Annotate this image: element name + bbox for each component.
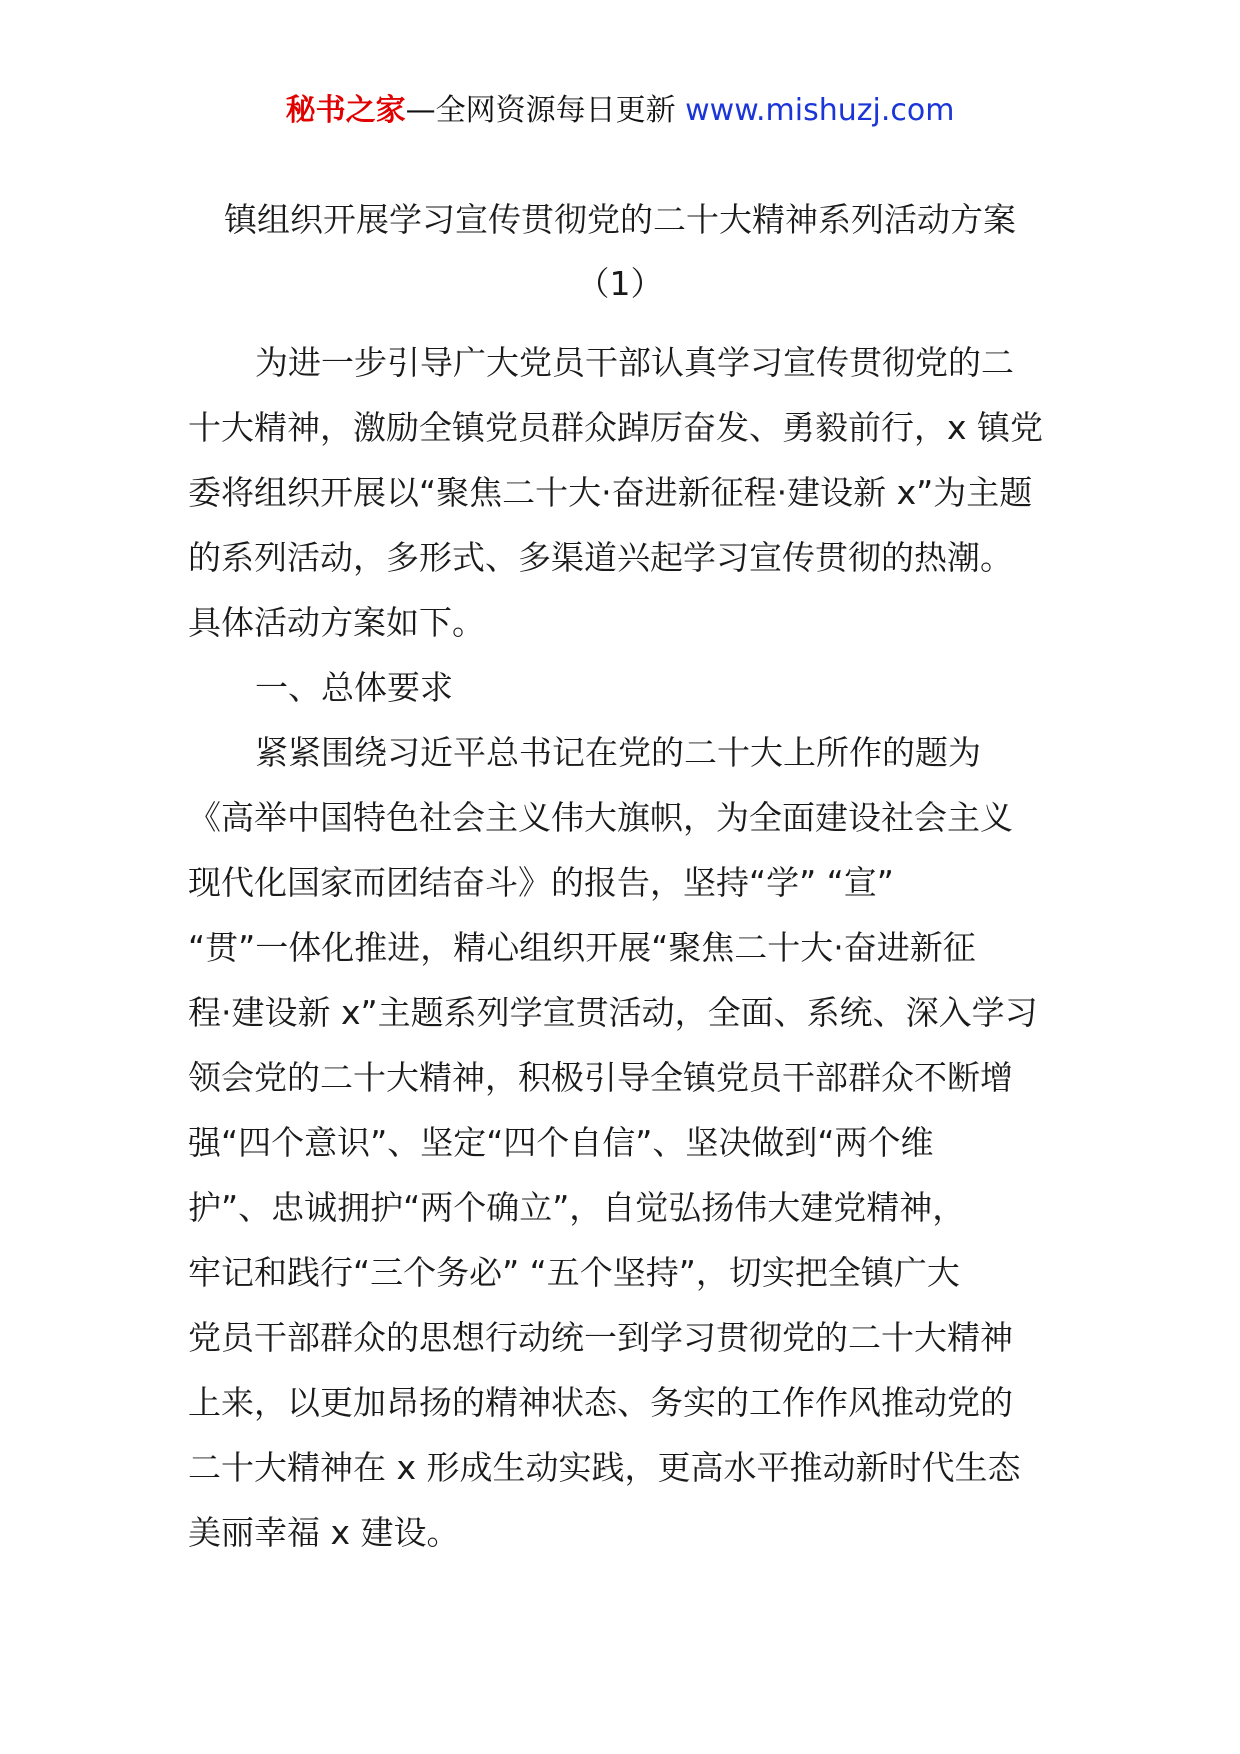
body-line: “贯”一体化推进，精心组织开展“聚焦二十大·奋进新征: [188, 928, 976, 967]
title-number: （1）: [576, 264, 664, 303]
body-line: 现代化国家而团结奋斗》的报告，坚持“学” “宣”: [188, 863, 894, 902]
document-body: [188, 330, 1068, 1565]
site-header: [0, 86, 1240, 136]
body-line: 美丽幸福 x 建设。: [188, 1513, 460, 1552]
body-line: 护”、忠诚拥护“两个确立”，自觉弘扬伟大建党精神，: [188, 1188, 966, 1227]
body-line: 具体活动方案如下。: [188, 603, 485, 642]
site-tagline: —全网资源每日更新: [405, 93, 686, 128]
document-title: [150, 188, 1090, 316]
title-line: 镇组织开展学习宣传贯彻党的二十大精神系列活动方案: [224, 200, 1016, 239]
body-line: 的系列活动，多形式、多渠道兴起学习宣传贯彻的热潮。: [188, 538, 1013, 577]
body-line: 程·建设新 x”主题系列学宣贯活动，全面、系统、深入学习: [188, 993, 1038, 1032]
body-line: 牢记和践行“三个务必” “五个坚持”，切实把全镇广大: [188, 1253, 960, 1292]
body-line: 《高举中国特色社会主义伟大旗帜，为全面建设社会主义: [188, 798, 1013, 837]
body-line: 十大精神，激励全镇党员群众踔厉奋发、勇毅前行，x 镇党: [188, 408, 1044, 447]
section-heading: 一、总体要求: [255, 668, 453, 707]
body-line: 紧紧围绕习近平总书记在党的二十大上所作的题为: [255, 733, 981, 772]
body-line: 党员干部群众的思想行动统一到学习贯彻党的二十大精神: [188, 1318, 1013, 1357]
site-brand: 秘书之家: [285, 93, 406, 128]
site-url-link[interactable]: www.mishuzj.com: [685, 93, 955, 128]
body-line: 为进一步引导广大党员干部认真学习宣传贯彻党的二: [255, 343, 1014, 382]
body-line: 委将组织开展以“聚焦二十大·奋进新征程·建设新 x”为主题: [188, 473, 1033, 512]
body-line: 二十大精神在 x 形成生动实践，更高水平推动新时代生态: [188, 1448, 1021, 1487]
body-line: 领会党的二十大精神，积极引导全镇党员干部群众不断增: [188, 1058, 1013, 1097]
body-line: 强“四个意识”、坚定“四个自信”、坚决做到“两个维: [188, 1123, 934, 1162]
body-line: 上来，以更加昂扬的精神状态、务实的工作作风推动党的: [188, 1383, 1013, 1422]
